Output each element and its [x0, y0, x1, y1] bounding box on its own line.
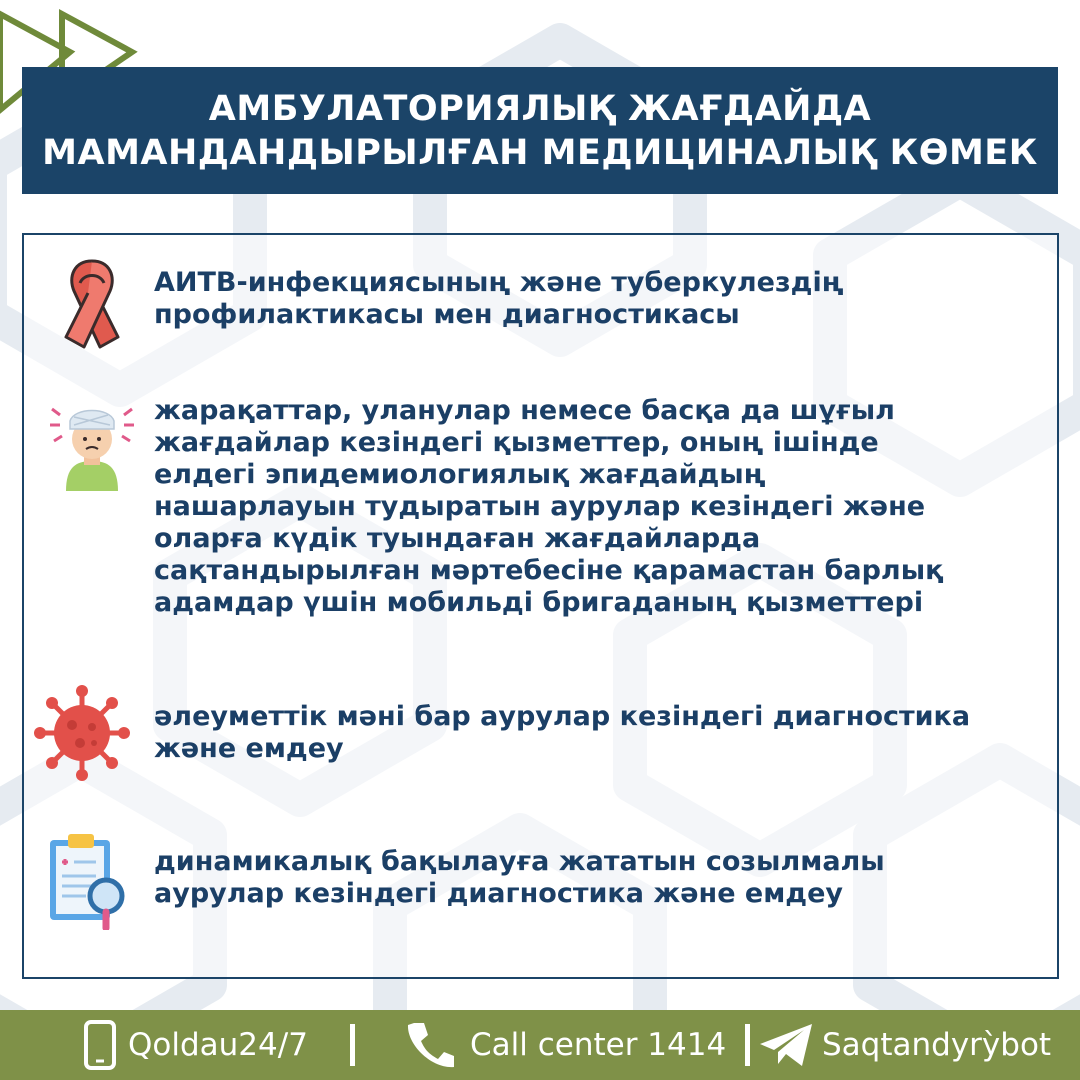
virus-icon: [34, 685, 130, 781]
item-text: динамикалық бақылауға жататын созылмалы аурулар кезіндегі диагностика және емдеу: [154, 846, 885, 909]
title-line-1: АМБУЛАТОРИЯЛЫҚ ЖАҒДАЙДА: [208, 88, 872, 129]
clipboard-magnifier-icon: [46, 830, 136, 930]
footer-telegram: [758, 1010, 1051, 1080]
services-list: [22, 233, 1059, 979]
footer-divider: [745, 1024, 750, 1066]
item-text: әлеуметтік мәні бар аурулар кезіндегі диагностика және емдеу: [154, 701, 971, 764]
footer-phone-app: [84, 1010, 308, 1080]
call-center-label: Call center 1414: [470, 1027, 727, 1063]
ribbon-icon: [52, 255, 132, 353]
smartphone-icon: [84, 1020, 116, 1070]
item-text: жарақаттар, уланулар немесе басқа да шұғыл жағдайлар кезіндегі қызметтер, оның ішінде елдегі эпидемиологиялық жағдайдың нашарлауын тудыратын аурулар кезіндегі және оларға күдік туындаған жағдайларда сақтандырылған мәртебесіне қарамастан барлық адамдар үшін мобильді бригаданың қызметтері: [154, 395, 944, 618]
telegram-icon: [758, 1022, 814, 1068]
phone-handset-icon: [404, 1019, 456, 1071]
title-line-2: МАМАНДАНДЫРЫЛҒАН МЕДИЦИНАЛЫҚ КӨМЕК: [42, 132, 1038, 173]
title-banner: [22, 67, 1058, 194]
footer-divider: [350, 1024, 355, 1066]
telegram-bot-label: Saqtandyrỳbot: [822, 1027, 1052, 1063]
injured-person-icon: [46, 395, 138, 491]
item-text: АИТВ-инфекциясының және туберкулездің профилактикасы мен диагностикасы: [154, 267, 844, 330]
phone-app-label: Qoldau24/7: [128, 1027, 308, 1063]
footer-call-center: [404, 1010, 726, 1080]
